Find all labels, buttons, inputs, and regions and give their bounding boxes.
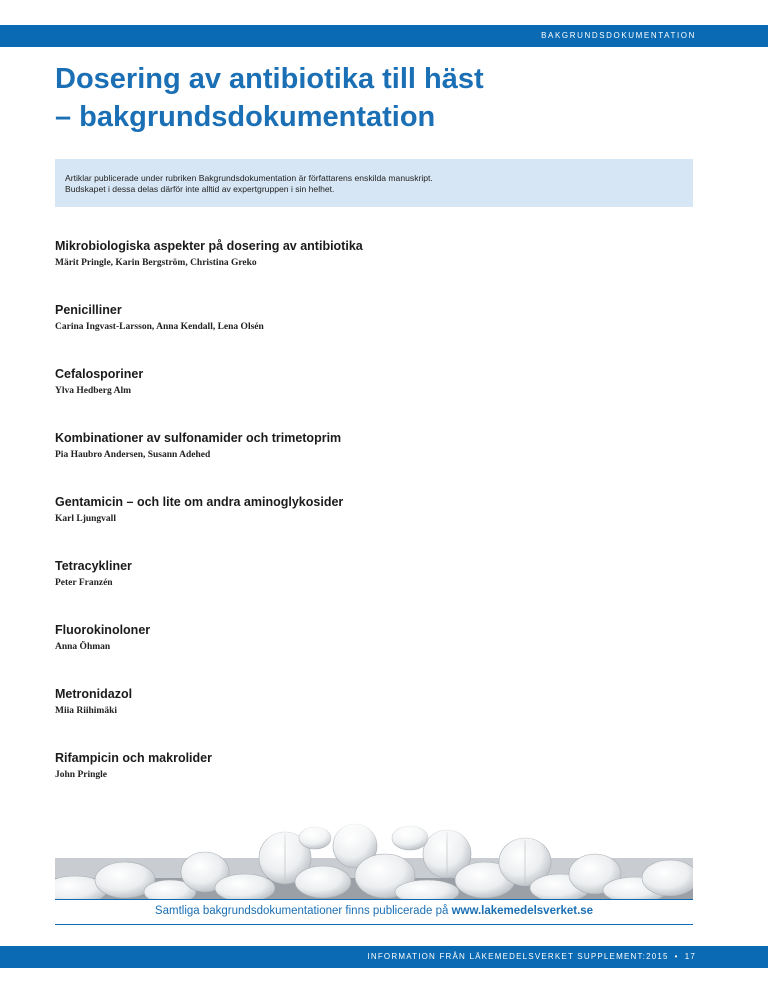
article-authors: Anna Öhman bbox=[55, 642, 111, 652]
article-item bbox=[55, 558, 695, 622]
article-authors: John Pringle bbox=[55, 770, 107, 780]
article-title: Fluorokinoloner bbox=[55, 623, 151, 637]
section-label: BAKGRUNDSDOKUMENTATION bbox=[541, 31, 696, 40]
page-title-line2: – bakgrundsdokumentation bbox=[55, 101, 436, 133]
article-title: Gentamicin – och lite om andra aminoglykosider bbox=[55, 495, 344, 509]
footer-label bbox=[367, 952, 696, 961]
article-list bbox=[55, 238, 695, 814]
article-item bbox=[55, 686, 695, 750]
footer-separator: • bbox=[674, 952, 679, 961]
top-section-bar bbox=[0, 25, 768, 47]
article-authors: Ylva Hedberg Alm bbox=[55, 386, 131, 396]
article-authors: Miia Riihimäki bbox=[55, 706, 118, 716]
footer-note bbox=[55, 905, 693, 917]
article-item bbox=[55, 430, 695, 494]
publication-name: INFORMATION FRÅN LÄKEMEDELSVERKET SUPPLEMENT:2015 bbox=[367, 952, 669, 961]
article-item bbox=[55, 622, 695, 686]
page-number: 17 bbox=[684, 952, 696, 961]
article-authors: Carina Ingvast-Larsson, Anna Kendall, Lena Olsén bbox=[55, 322, 264, 332]
article-item bbox=[55, 238, 695, 302]
divider-top bbox=[55, 899, 693, 900]
article-item bbox=[55, 302, 695, 366]
article-authors: Karl Ljungvall bbox=[55, 514, 116, 524]
article-title: Kombinationer av sulfonamider och trimetoprim bbox=[55, 431, 342, 445]
article-authors: Pia Haubro Andersen, Susann Adehed bbox=[55, 450, 211, 460]
article-authors: Peter Franzén bbox=[55, 578, 113, 588]
article-item bbox=[55, 750, 695, 814]
website-link[interactable]: www.lakemedelsverket.se bbox=[451, 905, 594, 917]
pills-image bbox=[55, 818, 693, 900]
article-authors: Märit Pringle, Karin Bergström, Christina Greko bbox=[55, 258, 257, 268]
page-title-line1: Dosering av antibiotika till häst bbox=[55, 63, 484, 95]
disclaimer-text bbox=[65, 173, 665, 195]
disclaimer-line2: Budskapet i dessa delas därför inte alltid av expertgruppen i sin helhet. bbox=[65, 184, 335, 194]
disclaimer-box bbox=[55, 159, 693, 207]
article-title: Mikrobiologiska aspekter på dosering av antibiotika bbox=[55, 239, 363, 253]
article-item bbox=[55, 494, 695, 558]
article-title: Tetracykliner bbox=[55, 559, 132, 573]
article-title: Cefalosporiner bbox=[55, 367, 144, 381]
article-item bbox=[55, 366, 695, 430]
article-title: Metronidazol bbox=[55, 687, 133, 701]
page-title bbox=[55, 60, 715, 136]
footer-note-text: Samtliga bakgrundsdokumentationer finns publicerade på bbox=[154, 905, 452, 917]
article-title: Penicilliner bbox=[55, 303, 122, 317]
article-title: Rifampicin och makrolider bbox=[55, 751, 212, 765]
bottom-footer-bar bbox=[0, 946, 768, 968]
disclaimer-line1: Artiklar publicerade under rubriken Bakgrundsdokumentation är författarens enskilda manuskript. bbox=[65, 173, 433, 183]
pills-illustration bbox=[55, 818, 693, 900]
divider-bottom bbox=[55, 924, 693, 925]
